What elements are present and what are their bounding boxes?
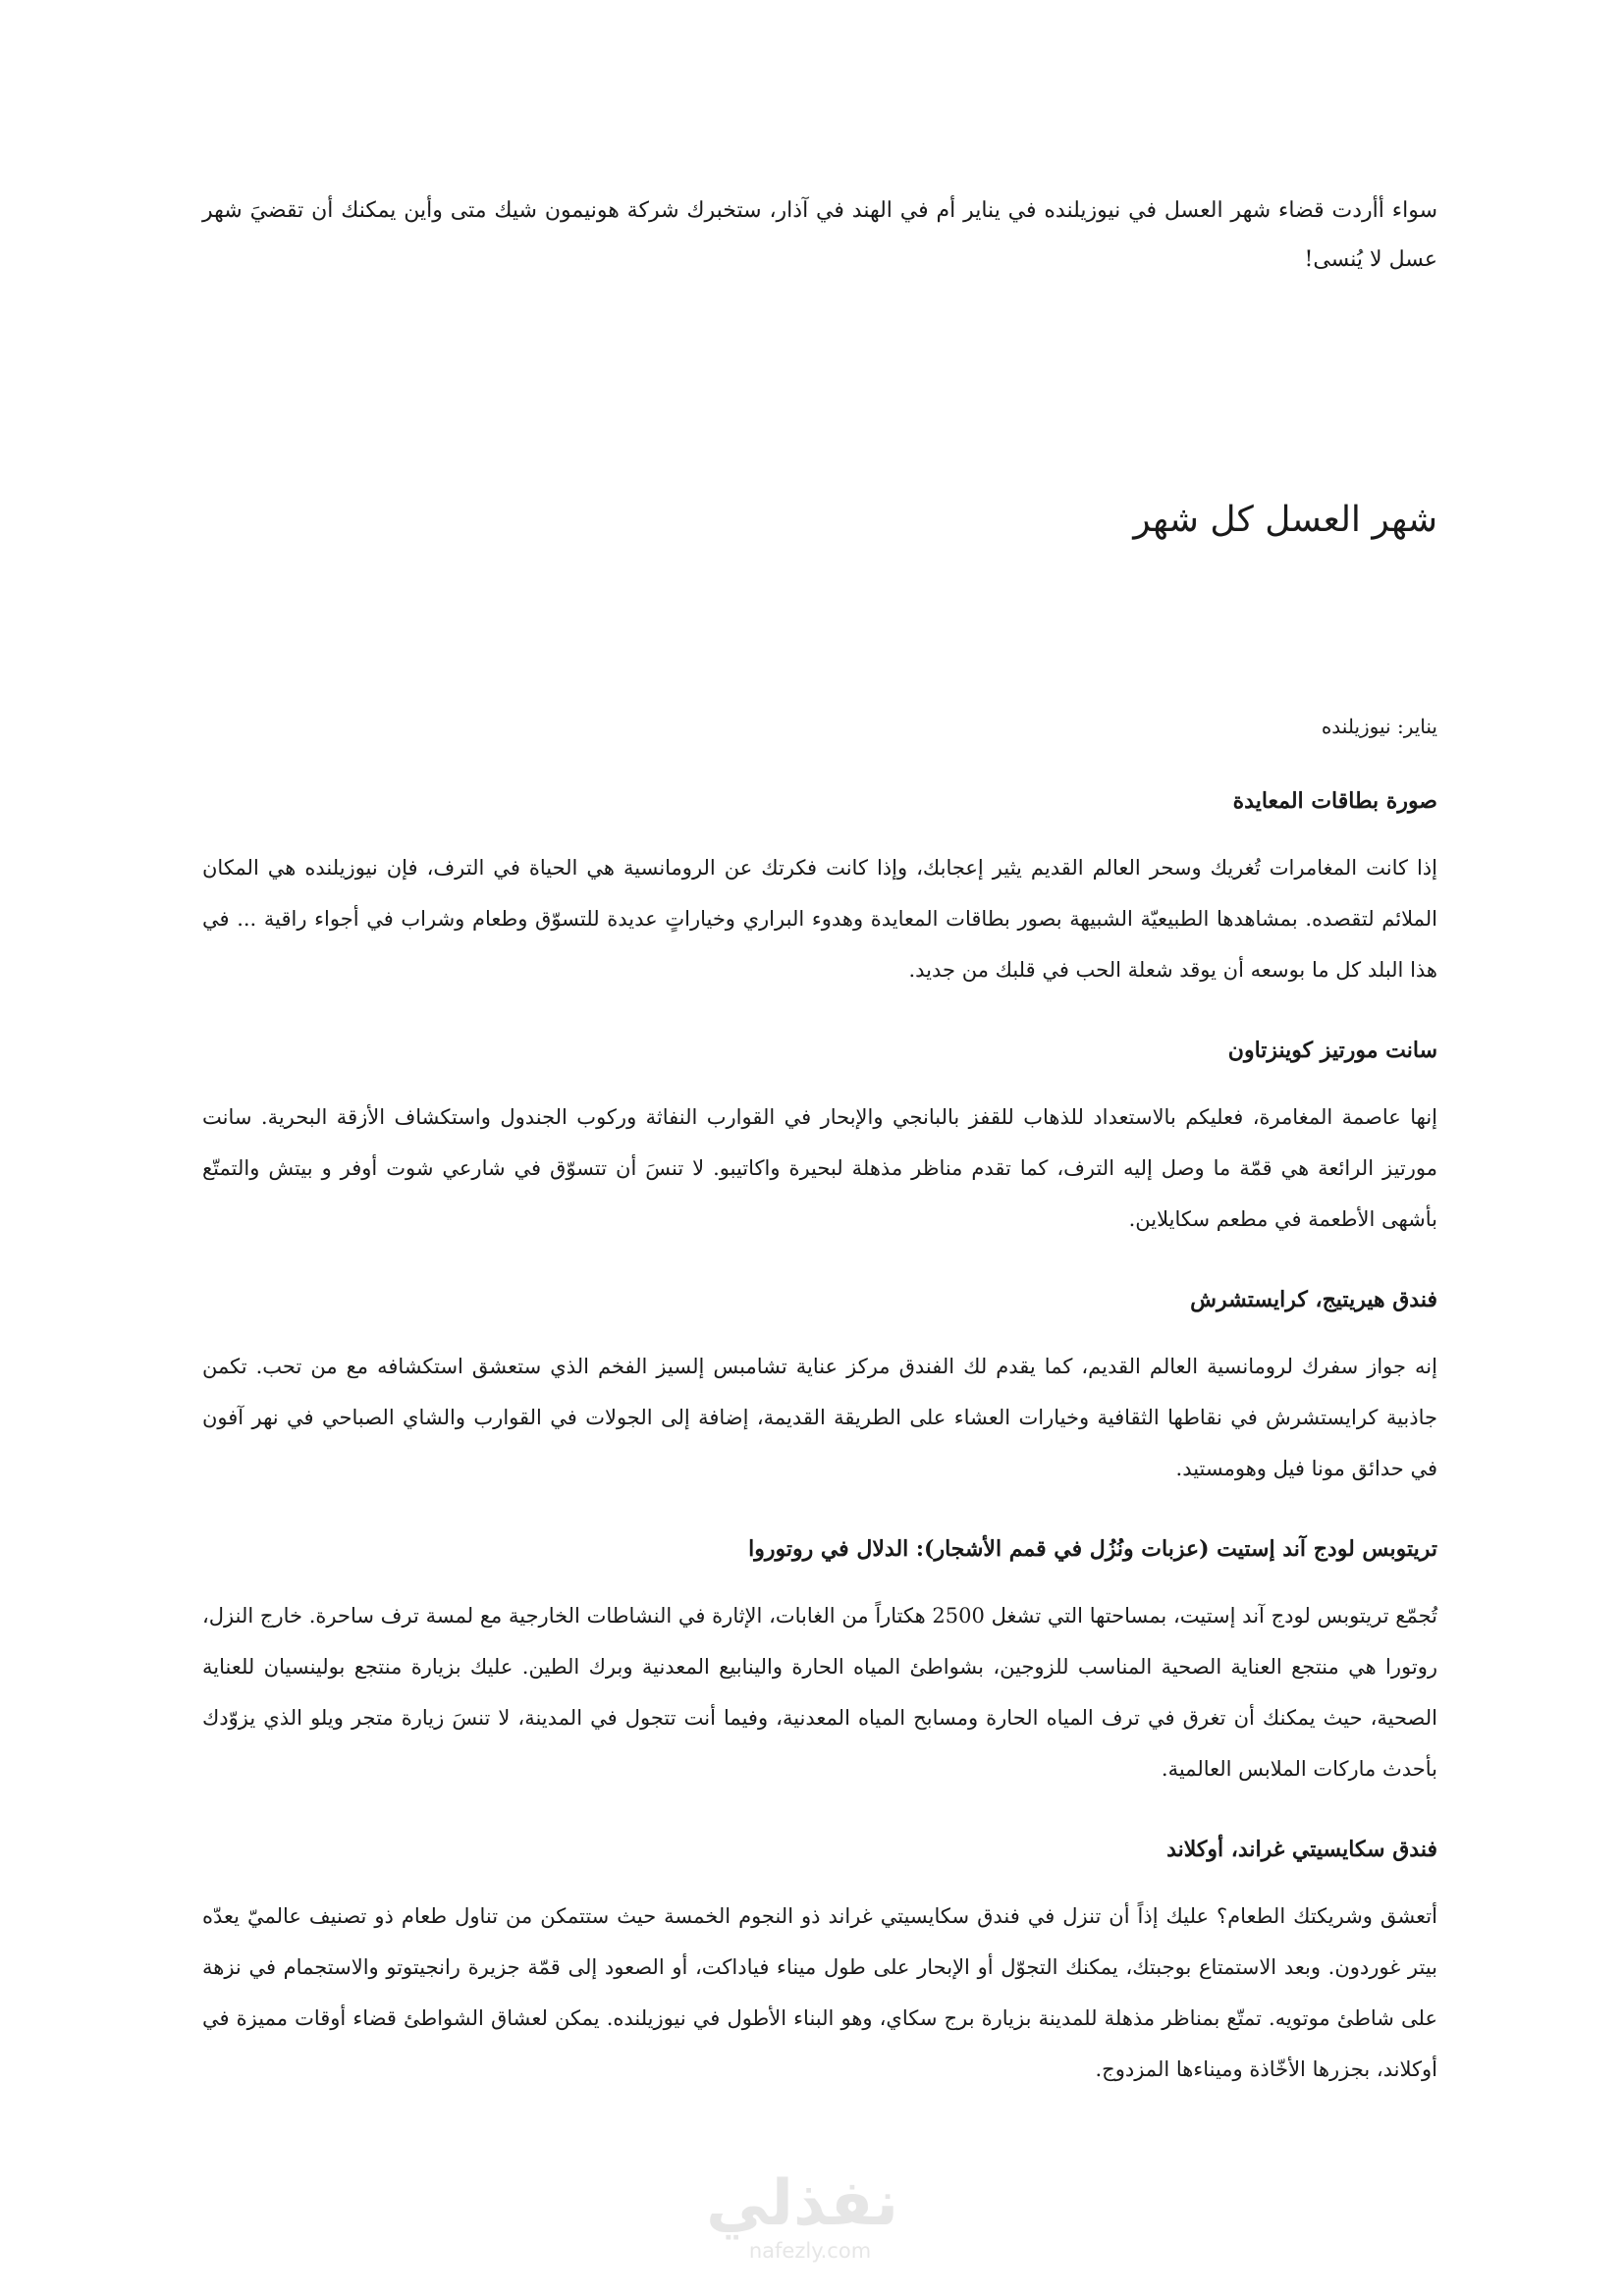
- watermark-latin: nafezly.com: [748, 2239, 872, 2263]
- intro-paragraph: سواء أأردت قضاء شهر العسل في نيوزيلنده في يناير أم في الهند في آذار، ستخبرك شركة هونيمون شيك متى وأين يمكنك أن تقضيَ شهر عسل لا يُنسى!: [202, 198, 1437, 272]
- watermark-arabic: نفذلي: [706, 2167, 898, 2240]
- section-heading: صورة بطاقات المعايدة: [1232, 788, 1437, 814]
- section-heading: فندق هيريتيج، كرايستشرش: [1190, 1287, 1437, 1312]
- section-heading: تريتوبس لودج آند إستيت (عزبات ونُزُل في قمم الأشجار): الدلال في روتوروا: [748, 1536, 1437, 1562]
- section-treetops-lodge: [202, 1529, 1437, 1794]
- watermark-logo: [706, 2167, 898, 2264]
- section-greeting-cards: [202, 781, 1437, 995]
- section-body: إنه جواز سفرك لرومانسية العالم القديم، كما يقدم لك الفندق مركز عناية تشامبس إلسيز الفخم الذي ستعشق استكشافه مع من تحب. تكمن جاذبية كرايستشرش في نقاطها الثقافية وخيارات العشاء على الطريقة القديمة، إضافة إلى الجولات في القوارب والشاي الصباحي في نهر آفون في حدائق مونا فيل وهومستيد.: [202, 1355, 1437, 1480]
- month-label: يناير: نيوزيلنده: [1321, 715, 1437, 738]
- page-title: شهر العسل كل شهر: [1133, 500, 1437, 540]
- section-skycity-grand: [202, 1830, 1437, 2095]
- section-heritage-hotel: [202, 1280, 1437, 1494]
- section-body: أتعشق وشريكتك الطعام؟ عليك إذاً أن تنزل في فندق سكايسيتي غراند ذو النجوم الخمسة حيث ستتمكن من تناول طعام ذو تصنيف عالميّ يعدّه بيتر غوردون. وبعد الاستمتاع بوجبتك، يمكنك التجوّل أو الإبحار على طول ميناء فياداكت، أو الصعود إلى قمّة جزيرة رانجيتوتو والاستجمام في نزهة على شاطئ موتويه. تمتّع بمناظر مذهلة للمدينة بزيارة برج سكاي، وهو البناء الأطول في نيوزيلنده. يمكن لعشاق الشواطئ قضاء أوقات مميزة في أوكلاند، بجزرها الأخّاذة وميناءها المزدوج.: [202, 1904, 1438, 2081]
- section-body: إنها عاصمة المغامرة، فعليكم بالاستعداد للذهاب للقفز بالبانجي والإبحار في القوارب النفاثة وركوب الجندول واستكشاف الأزقة البحرية. سانت مورتيز الرائعة هي قمّة ما وصل إليه الترف، كما تقدم مناظر مذهلة لبحيرة واكاتيبو. لا تنسَ أن تتسوّق في شارعي شوت أوفر و بيتش والتمتّع بأشهى الأطعمة في مطعم سكايلاين.: [202, 1105, 1437, 1231]
- section-st-moritz: [202, 1031, 1437, 1245]
- section-heading: سانت مورتيز كوينزتاون: [1227, 1038, 1437, 1063]
- section-body: إذا كانت المغامرات تُغريك وسحر العالم القديم يثير إعجابك، وإذا كانت فكرتك عن الرومانسية هي الحياة في الترف، فإن نيوزيلنده هي المكان الملائم لتقصده. بمشاهدها الطبيعيّة الشبيهة بصور بطاقات المعايدة وهدوء البراري وخياراتٍ عديدة للتسوّق وطعام وشراب في أجواء راقية ... في هذا البلد كل ما بوسعه أن يوقد شعلة الحب في قلبك من جديد.: [202, 856, 1437, 982]
- document-content: [202, 187, 1437, 2095]
- section-body: تُجمّع تريتوبس لودج آند إستيت، بمساحتها التي تشغل 2500 هكتاراً من الغابات، الإثارة في النشاطات الخارجية مع لمسة ترف ساحرة. خارج النزل، روتورا هي منتجع العناية الصحية المناسب للزوجين، بشواطئ المياه الحارة والينابيع المعدنية وبرك الطين. عليك بزيارة منتجع بولينسيان للعناية الصحية، حيث يمكنك أن تغرق في ترف المياه الحارة ومسابح المياه المعدنية، وفيما أنت تتجول في المدينة، لا تنسَ زيارة متجر ويلو الذي يزوّدك بأحدث ماركات الملابس العالمية.: [202, 1604, 1437, 1781]
- section-heading: فندق سكايسيتي غراند، أوكلاند: [1166, 1837, 1437, 1862]
